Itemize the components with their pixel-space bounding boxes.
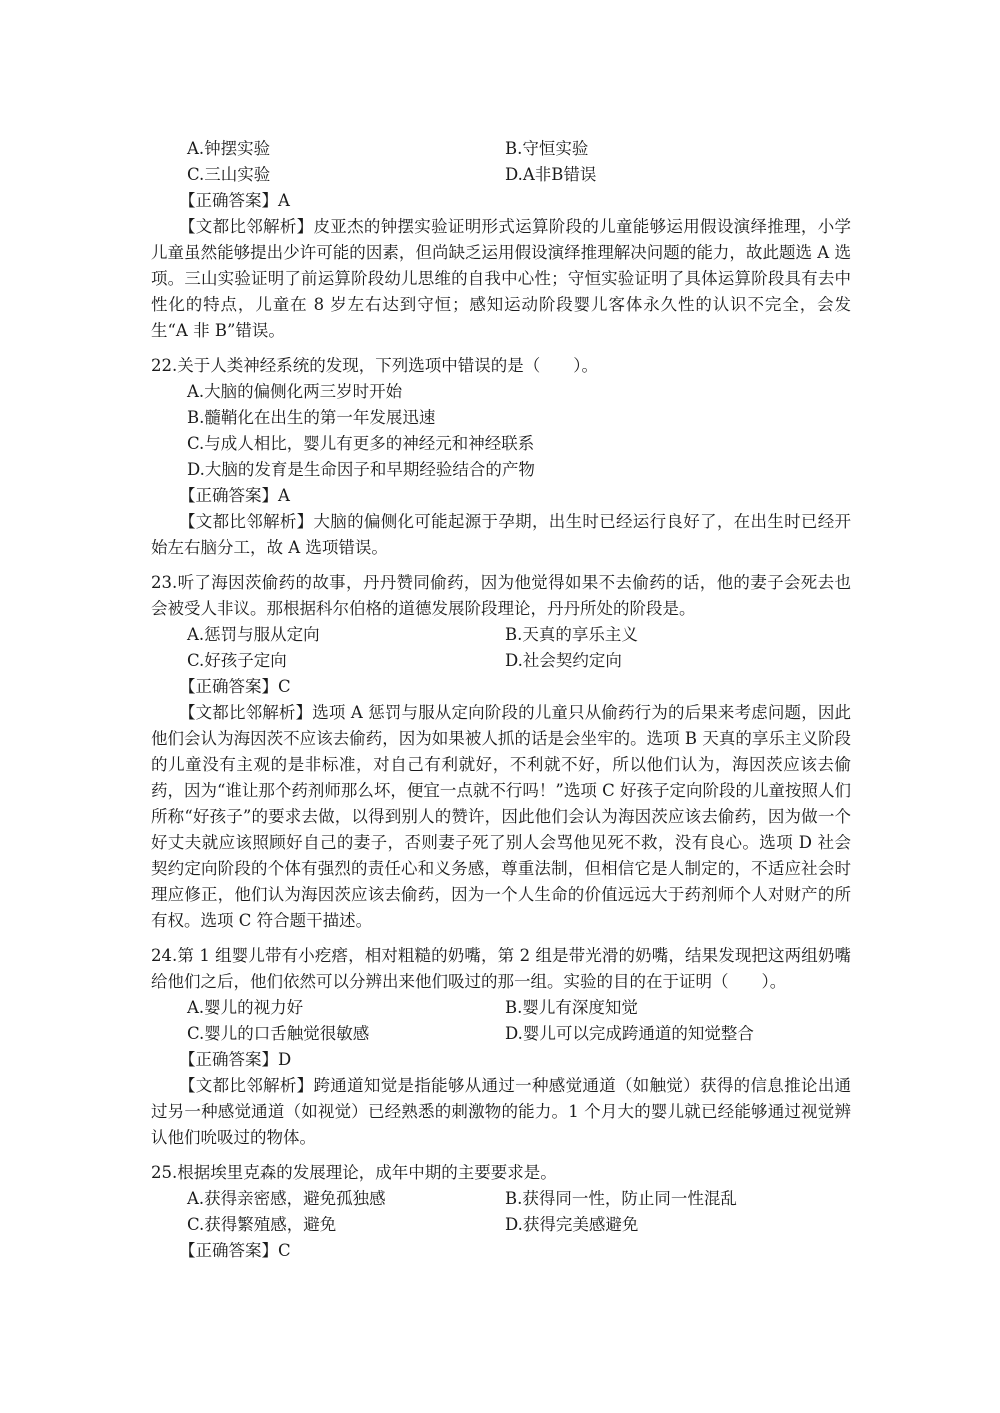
page-content — [151, 136, 851, 1264]
question-stem: 23.听了海因茨偷药的故事，丹丹赞同偷药，因为他觉得如果不去偷药的话，他的妻子会死去也会被受人非议。那根据科尔伯格的道德发展阶段理论，丹丹所处的阶段是。 — [151, 573, 851, 618]
option-d: D.婴儿可以完成跨通道的知觉整合 — [505, 1024, 754, 1043]
option-c: C.获得繁殖感，避免 — [187, 1215, 337, 1234]
question-25 — [151, 1160, 851, 1264]
option-c: C.婴儿的口舌触觉很敏感 — [187, 1024, 370, 1043]
correct-answer: 【正确答案】D — [179, 1050, 292, 1069]
explanation: 【文都比邻解析】大脑的偏侧化可能起源于孕期，出生时已经运行良好了，在出生时已经开始左右脑分工，故 A 选项错误。 — [151, 512, 851, 557]
option-row — [151, 622, 851, 648]
correct-answer: 【正确答案】C — [179, 677, 291, 696]
option-b: B.天真的享乐主义 — [505, 625, 638, 644]
option-a: A.获得亲密感，避免孤独感 — [187, 1189, 386, 1208]
correct-answer: 【正确答案】A — [179, 191, 290, 210]
explanation: 【文都比邻解析】跨通道知觉是指能够从通过一种感觉通道（如触觉）获得的信息推论出通过另一种感觉通道（如视觉）已经熟悉的刺激物的能力。1 个月大的婴儿就已经能够通过视觉辨认他们吮吸过的物体。 — [151, 1076, 851, 1147]
option-c: C.三山实验 — [187, 165, 271, 184]
explanation: 【文都比邻解析】皮亚杰的钟摆实验证明形式运算阶段的儿童能够运用假设演绎推理，小学儿童虽然能够提出少许可能的因素，但尚缺乏运用假设演绎推理解决问题的能力，故此题选 A 选项。三山实验证明了前运算阶段幼儿思维的自我中心性；守恒实验证明了具体运算阶段具有去中性化的特点，儿童在 8 岁左右达到守恒；感知运动阶段婴儿客体永久性的认识不完全，会发生“A 非 B”错误。 — [151, 217, 851, 340]
question-23 — [151, 570, 851, 934]
question-21 — [151, 136, 851, 344]
explanation: 【文都比邻解析】选项 A 惩罚与服从定向阶段的儿童只从偷药行为的后果来考虑问题，因此他们会认为海因茨不应该去偷药，因为如果被人抓的话是会坐牢的。选项 B 天真的享乐主义阶段的儿童没有主观的是非标准，对自己有利就好，不利就不好，所以他们认为，海因茨应该去偷药，因为“谁让那个药剂师那么坏，便宜一点就不行吗！”选项 C 好孩子定向阶段的儿童按照人们所称“好孩子”的要求去做，以得到别人的赞许，因此他们会认为海因茨应该去偷药，因为做一个好丈夫就应该照顾好自己的妻子，否则妻子死了别人会骂他见死不救，没有良心。选项 D 社会契约定向阶段的个体有强烈的责任心和义务感，尊重法制，但相信它是人制定的，不适应社会时理应修正，他们认为海因茨应该去偷药，因为一个人生命的价值远远大于药剂师个人对财产的所有权。选项 C 符合题干描述。 — [151, 703, 851, 930]
option-c: C.与成人相比，婴儿有更多的神经元和神经联系 — [187, 434, 535, 453]
option-row — [151, 1021, 851, 1047]
question-stem: 25.根据埃里克森的发展理论，成年中期的主要要求是。 — [151, 1163, 557, 1182]
option-row — [151, 995, 851, 1021]
option-row — [151, 136, 851, 162]
option-d: D.社会契约定向 — [505, 651, 622, 670]
option-b: B.婴儿有深度知觉 — [505, 998, 638, 1017]
question-stem: 22.关于人类神经系统的发现，下列选项中错误的是（ ）。 — [151, 356, 598, 375]
option-b: B.髓鞘化在出生的第一年发展迅速 — [187, 408, 436, 427]
option-row — [151, 648, 851, 674]
option-d: D.A非B错误 — [505, 165, 597, 184]
option-a: A.钟摆实验 — [187, 139, 271, 158]
option-b: B.守恒实验 — [505, 139, 589, 158]
option-row — [151, 162, 851, 188]
question-24 — [151, 943, 851, 1151]
correct-answer: 【正确答案】A — [179, 486, 290, 505]
question-stem: 24.第 1 组婴儿带有小疙瘩，相对粗糙的奶嘴，第 2 组是带光滑的奶嘴，结果发现把这两组奶嘴给他们之后，他们依然可以分辨出来他们吸过的那一组。实验的目的在于证明（ ）。 — [151, 946, 851, 991]
option-a: A.惩罚与服从定向 — [187, 625, 320, 644]
option-a: A.大脑的偏侧化两三岁时开始 — [187, 382, 403, 401]
option-row — [151, 1186, 851, 1212]
question-22 — [151, 353, 851, 561]
correct-answer: 【正确答案】C — [179, 1241, 291, 1260]
option-d: D.大脑的发育是生命因子和早期经验结合的产物 — [187, 460, 535, 479]
option-a: A.婴儿的视力好 — [187, 998, 304, 1017]
option-b: B.获得同一性，防止同一性混乱 — [505, 1189, 737, 1208]
option-c: C.好孩子定向 — [187, 651, 287, 670]
option-d: D.获得完美感避免 — [505, 1215, 639, 1234]
option-row — [151, 1212, 851, 1238]
